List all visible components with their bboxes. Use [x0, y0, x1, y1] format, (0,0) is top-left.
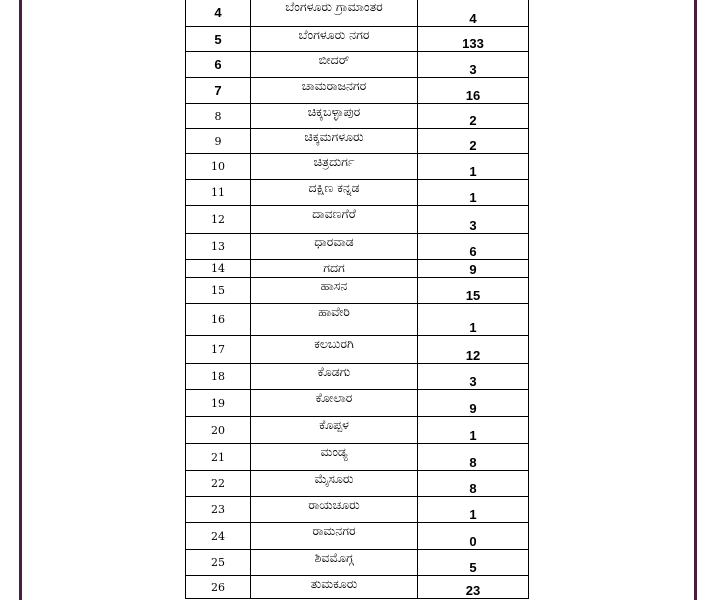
table-row [186, 364, 529, 390]
district-name-cell: ಹಾವೇರಿ [251, 304, 418, 336]
district-name-cell: ಕೊಪ್ಪಳ [251, 417, 418, 444]
table-row [186, 576, 529, 599]
page-border-left [19, 0, 22, 600]
table-row [186, 304, 529, 336]
serial-number-cell: 15 [186, 278, 251, 304]
table-row [186, 104, 529, 129]
serial-number-cell: 21 [186, 444, 251, 471]
table-row [186, 444, 529, 471]
serial-number-cell: 13 [186, 234, 251, 260]
serial-number-cell: 4 [186, 0, 251, 27]
case-count-cell: 3 [418, 364, 529, 390]
table-row [186, 497, 529, 523]
district-name-cell: ಚಿಕ್ಕಮಗಳೂರು [251, 129, 418, 154]
serial-number-cell: 7 [186, 78, 251, 104]
district-name-cell: ಕಲಬುರಗಿ [251, 336, 418, 364]
table-row [186, 471, 529, 497]
serial-number-cell: 19 [186, 390, 251, 417]
case-count-cell: 23 [418, 576, 529, 599]
serial-number-cell: 16 [186, 304, 251, 336]
case-count-cell: 1 [418, 304, 529, 336]
district-cases-table [185, 0, 529, 599]
serial-number-cell: 18 [186, 364, 251, 390]
table-row [186, 0, 529, 27]
table-row [186, 336, 529, 364]
table-row [186, 52, 529, 78]
table-row [186, 234, 529, 260]
district-name-cell: ಚಿಕ್ಕಬಳ್ಳಾಪುರ [251, 104, 418, 129]
table-row [186, 129, 529, 154]
case-count-cell: 2 [418, 104, 529, 129]
case-count-cell: 1 [418, 180, 529, 206]
district-name-cell: ತುಮಕೂರು [251, 576, 418, 599]
case-count-cell: 133 [418, 27, 529, 52]
table-row [186, 523, 529, 550]
district-name-cell: ರಾಯಚೂರು [251, 497, 418, 523]
case-count-cell: 9 [418, 390, 529, 417]
district-name-cell: ಕೋಲಾರ [251, 390, 418, 417]
table-row [186, 180, 529, 206]
serial-number-cell: 14 [186, 260, 251, 278]
case-count-cell: 12 [418, 336, 529, 364]
serial-number-cell: 6 [186, 52, 251, 78]
table-row [186, 550, 529, 576]
table-row [186, 417, 529, 444]
serial-number-cell: 8 [186, 104, 251, 129]
case-count-cell: 3 [418, 206, 529, 234]
serial-number-cell: 26 [186, 576, 251, 599]
district-name-cell: ಧಾರವಾಡ [251, 234, 418, 260]
district-name-cell: ಕೊಡಗು [251, 364, 418, 390]
serial-number-cell: 24 [186, 523, 251, 550]
district-name-cell: ಹಾಸನ [251, 278, 418, 304]
serial-number-cell: 20 [186, 417, 251, 444]
case-count-cell: 5 [418, 550, 529, 576]
district-name-cell: ಚಾಮರಾಜನಗರ [251, 78, 418, 104]
district-name-cell: ಬೆಂಗಳೂರು ಗ್ರಾಮಾಂತರ [251, 0, 418, 27]
case-count-cell: 1 [418, 154, 529, 180]
serial-number-cell: 25 [186, 550, 251, 576]
district-name-cell: ದಾವಣಗೆರೆ [251, 206, 418, 234]
case-count-cell: 9 [418, 260, 529, 278]
case-count-cell: 2 [418, 129, 529, 154]
district-name-cell: ರಾಮನಗರ [251, 523, 418, 550]
case-count-cell: 6 [418, 234, 529, 260]
district-name-cell: ಮಂಡ್ಯ [251, 444, 418, 471]
serial-number-cell: 9 [186, 129, 251, 154]
table-row [186, 278, 529, 304]
table-row [186, 390, 529, 417]
district-name-cell: ಬೀದರ್ [251, 52, 418, 78]
table-body [186, 0, 529, 599]
serial-number-cell: 5 [186, 27, 251, 52]
table-row [186, 260, 529, 278]
district-name-cell: ಮೈಸೂರು [251, 471, 418, 497]
case-count-cell: 1 [418, 417, 529, 444]
page-border-right [694, 0, 697, 600]
case-count-cell: 15 [418, 278, 529, 304]
case-count-cell: 4 [418, 0, 529, 27]
case-count-cell: 8 [418, 471, 529, 497]
district-name-cell: ಗದಗ [251, 260, 418, 278]
serial-number-cell: 10 [186, 154, 251, 180]
district-name-cell: ದಕ್ಷಿಣ ಕನ್ನಡ [251, 180, 418, 206]
table-row [186, 78, 529, 104]
district-name-cell: ಶಿವಮೊಗ್ಗ [251, 550, 418, 576]
case-count-cell: 16 [418, 78, 529, 104]
case-count-cell: 1 [418, 497, 529, 523]
serial-number-cell: 11 [186, 180, 251, 206]
case-count-cell: 3 [418, 52, 529, 78]
serial-number-cell: 23 [186, 497, 251, 523]
case-count-cell: 8 [418, 444, 529, 471]
serial-number-cell: 17 [186, 336, 251, 364]
table-row [186, 27, 529, 52]
district-name-cell: ಬೆಂಗಳೂರು ನಗರ [251, 27, 418, 52]
serial-number-cell: 12 [186, 206, 251, 234]
table-row [186, 154, 529, 180]
district-name-cell: ಚಿತ್ರದುರ್ಗ [251, 154, 418, 180]
table-row [186, 206, 529, 234]
case-count-cell: 0 [418, 523, 529, 550]
serial-number-cell: 22 [186, 471, 251, 497]
